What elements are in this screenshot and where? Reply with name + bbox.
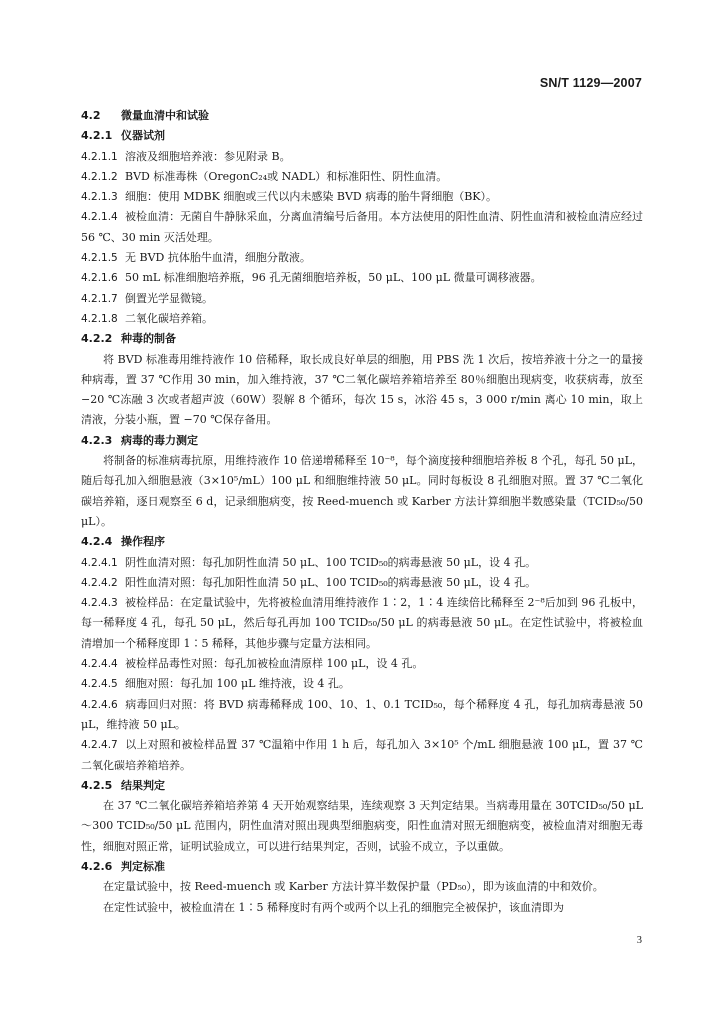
item-text: 细胞对照：每孔加 100 μL 维持液，设 4 孔。	[125, 677, 350, 691]
heading-4-2-2	[81, 329, 643, 349]
item-number: 4.2.4.6	[81, 698, 118, 711]
section-title: 结果判定	[121, 778, 165, 792]
item-text: 被检样品：在定量试验中，先将被检血清用维持液作 1∶2，1∶4 连续倍比稀释至 2⁻⁸后加到 96 孔板中，每一稀释度 4 孔，每孔 50 μL，然后每孔再加 100 TCID₅₀/50 μL 的病毒悬液 50 μL。在定性试验中，将被检血清增加一个稀释度即 1∶5 稀释，其他步骤与定量方法相同。	[81, 596, 643, 650]
paragraph-criteria-quantitative: 在定量试验中，按 Reed-muench 或 Karber 方法计算半数保护量（PD₅₀），即为该血清的中和效价。	[103, 880, 604, 894]
item-4-2-4-5	[81, 674, 643, 694]
item-text: 50 mL 标准细胞培养瓶，96 孔无菌细胞培养板，50 μL、100 μL 微量可调移液器。	[125, 271, 542, 285]
standard-number: SN/T 1129—2007	[539, 76, 642, 90]
heading-4-2-3	[81, 431, 643, 451]
item-4-2-1-2	[81, 167, 643, 187]
section-number: 4.2.1	[81, 129, 113, 143]
item-text: 细胞：使用 MDBK 细胞或三代以内未感染 BVD 病毒的胎牛肾细胞（BK）。	[125, 190, 498, 204]
section-number: 4.2	[81, 109, 101, 122]
section-number: 4.2.4	[81, 535, 113, 549]
paragraph-criteria-qualitative: 在定性试验中，被检血清在 1∶5 稀释度时有两个或两个以上孔的细胞完全被保护，该血清即为	[103, 900, 564, 914]
heading-4-2-6	[81, 857, 643, 877]
section-title: 操作程序	[121, 535, 165, 549]
item-number: 4.2.1.2	[81, 170, 118, 183]
item-4-2-4-6	[81, 695, 643, 736]
item-4-2-1-3	[81, 187, 643, 207]
heading-4-2	[81, 106, 643, 126]
item-4-2-4-7	[81, 735, 643, 776]
section-title: 判定标准	[121, 859, 165, 873]
section-title: 仪器试剂	[121, 129, 165, 143]
item-4-2-4-1	[81, 553, 643, 573]
item-text: 病毒回归对照：将 BVD 病毒稀释成 100、10、1、0.1 TCID₅₀，每个稀释度 4 孔，每孔加病毒悬液 50 μL，维持液 50 μL。	[81, 697, 643, 731]
heading-4-2-4	[81, 532, 643, 552]
item-text: 倒置光学显微镜。	[125, 291, 213, 305]
item-number: 4.2.1.4	[81, 211, 118, 224]
item-number: 4.2.1.3	[81, 191, 118, 204]
item-text: 阳性血清对照：每孔加阳性血清 50 μL、100 TCID₅₀的病毒悬液 50 μL，设 4 孔。	[125, 575, 537, 589]
page-number: 3	[636, 935, 642, 946]
item-number: 4.2.4.3	[81, 597, 118, 610]
item-number: 4.2.1.1	[81, 150, 118, 163]
section-number: 4.2.5	[81, 778, 113, 792]
item-number: 4.2.4.4	[81, 658, 118, 671]
item-4-2-1-1	[81, 147, 643, 167]
item-number: 4.2.1.8	[81, 312, 118, 325]
item-4-2-1-4	[81, 207, 643, 248]
heading-4-2-5	[81, 776, 643, 796]
paragraph-virulence: 将制备的标准病毒抗原，用维持液作 10 倍递增稀释至 10⁻⁸，每个滴度接种细胞培养板 8 个孔，每孔 50 μL，随后每孔加入细胞悬液（3×10⁵/mL）100 μL 和细胞维持液 50 μL。同时每板设 8 孔细胞对照。置 37 ℃二氧化碳培养箱，逐日观察至 6 d，记录细胞病变，按 Reed-muench 或 Karber 方法计算细胞半数感染量（TCID₅₀/50 μL）。	[81, 454, 643, 528]
item-text: 被检血清：无菌自牛静脉采血，分离血清编号后备用。本方法使用的阳性血清、阴性血清和被检血清应经过 56 ℃、30 min 灭活处理。	[81, 210, 643, 244]
item-4-2-1-8	[81, 309, 643, 329]
section-title: 病毒的毒力测定	[121, 433, 198, 447]
item-4-2-4-4	[81, 654, 643, 674]
item-text: 被检样品毒性对照：每孔加被检血清原样 100 μL，设 4 孔。	[125, 657, 424, 671]
item-text: BVD 标准毒株（OregonC₂₄或 NADL）和标准阳性、阴性血清。	[125, 169, 448, 183]
item-number: 4.2.1.6	[81, 272, 118, 285]
item-number: 4.2.4.1	[81, 556, 118, 569]
section-number: 4.2.3	[81, 433, 113, 447]
item-number: 4.2.4.5	[81, 678, 118, 691]
section-title: 种毒的制备	[121, 332, 176, 346]
item-text: 二氧化碳培养箱。	[125, 311, 213, 325]
section-title: 微量血清中和试验	[121, 109, 209, 122]
section-number: 4.2.6	[81, 859, 113, 873]
paragraph-result: 在 37 ℃二氧化碳培养箱培养第 4 天开始观察结果，连续观察 3 天判定结果。当病毒用量在 30TCID₅₀/50 μL～300 TCID₅₀/50 μL 范围内，阴性血清对照出现典型细胞病变，阳性血清对照无细胞病变，被检血清对细胞无毒性，细胞对照正常，证明试验成立，可以进行结果判定，否则，试验不成立，予以重做。	[81, 799, 643, 853]
section-number: 4.2.2	[81, 332, 113, 346]
item-text: 阴性血清对照：每孔加阴性血清 50 μL、100 TCID₅₀的病毒悬液 50 μL，设 4 孔。	[125, 555, 537, 569]
heading-4-2-1	[81, 126, 643, 146]
item-text: 无 BVD 抗体胎牛血清，细胞分散液。	[125, 251, 311, 265]
item-number: 4.2.4.2	[81, 576, 118, 589]
paragraph-seed-virus: 将 BVD 标准毒用维持液作 10 倍稀释，取长成良好单层的细胞，用 PBS 洗 1 次后，按培养液十分之一的量接种病毒，置 37 ℃作用 30 min，加入维持液，37 ℃二氧化碳培养箱培养至 80％细胞出现病变，收获病毒，放至 −20 ℃冻融 3 次或者超声波（60W）裂解 8 个循环，每次 15 s，冰浴 45 s，3 000 r/min 离心 10 min，取上清液，分装小瓶，置 −70 ℃保存备用。	[81, 352, 643, 427]
item-4-2-4-3	[81, 593, 643, 654]
item-4-2-4-2	[81, 573, 643, 593]
item-number: 4.2.1.5	[81, 252, 118, 265]
document-body	[81, 106, 643, 918]
item-text: 溶液及细胞培养液：参见附录 B。	[125, 149, 291, 163]
item-number: 4.2.4.7	[81, 739, 118, 752]
item-4-2-1-6	[81, 268, 643, 288]
item-number: 4.2.1.7	[81, 292, 118, 305]
item-text: 以上对照和被检样品置 37 ℃温箱中作用 1 h 后，每孔加入 3×10⁵ 个/mL 细胞悬液 100 μL，置 37 ℃二氧化碳培养箱培养。	[81, 738, 643, 772]
item-4-2-1-5	[81, 248, 643, 268]
item-4-2-1-7	[81, 289, 643, 309]
